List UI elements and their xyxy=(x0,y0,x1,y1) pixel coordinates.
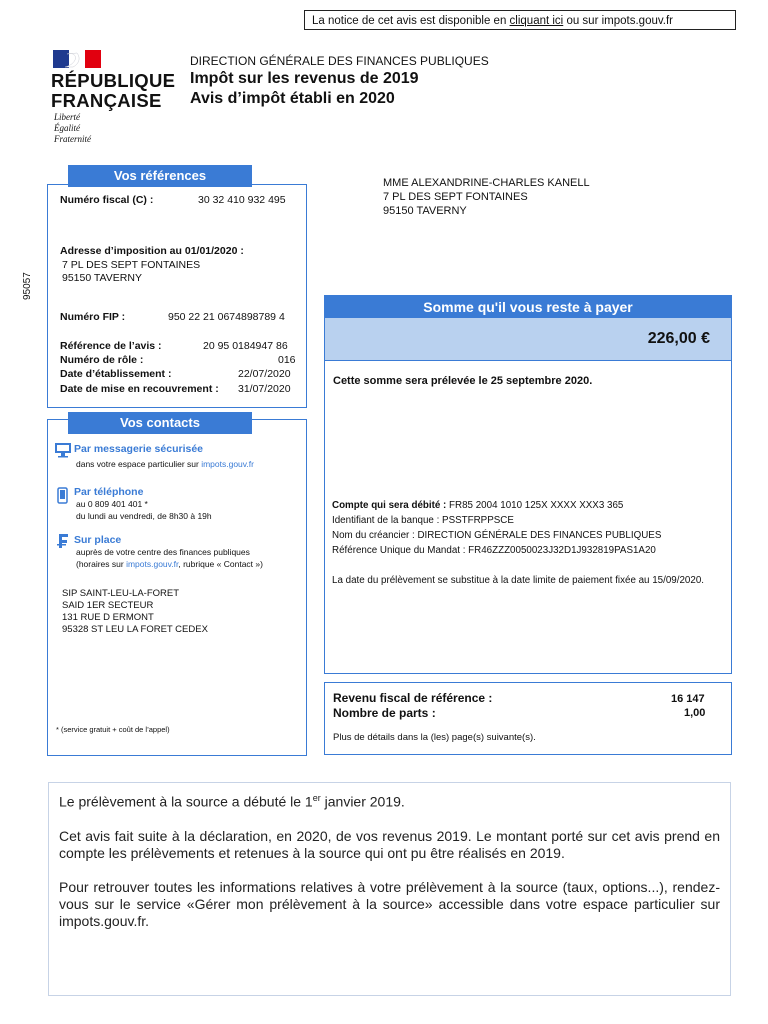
parts-label: Nombre de parts : xyxy=(333,706,436,720)
info-p1-sup: er xyxy=(312,793,321,803)
bank-id: Identifiant de la banque : PSSTFRPPSCE xyxy=(332,515,514,526)
recipient-city: 95150 TAVERNY xyxy=(383,205,467,217)
info-paragraph-2: Cet avis fait suite à la déclaration, en 2020, de vos revenus 2019. Le montant porté sur cet avis prend en compte les prélèvements et retenues à la source qui ont pu être réalisés en 2019. xyxy=(59,827,720,861)
rfr-value: 16 147 xyxy=(671,693,705,705)
notice-link[interactable]: cliquant ici xyxy=(509,15,564,27)
side-code: 95057 xyxy=(22,272,33,300)
secure-message-title: Par messagerie sécurisée xyxy=(74,443,204,455)
in-person-hours-suffix: , rubrique « Contact ») xyxy=(178,559,263,569)
info-paragraph-1 xyxy=(59,790,720,811)
direction-title: DIRECTION GÉNÉRALE DES FINANCES PUBLIQUES xyxy=(190,54,489,68)
notice-ref-label: Référence de l’avis : xyxy=(60,340,162,352)
notice-ref-value: 20 95 0184947 86 xyxy=(203,340,288,352)
creditor-name: Nom du créancier : DIRECTION GÉNÉRALE DES FINANCES PUBLIQUES xyxy=(332,530,662,541)
recipient-street: 7 PL DES SEPT FONTAINES xyxy=(383,191,528,203)
payment-header: Somme qu'il vous reste à payer xyxy=(325,296,731,318)
phone-hours: du lundi au vendredi, de 8h30 à 19h xyxy=(76,511,212,521)
etab-date-label: Date d’établissement : xyxy=(60,368,172,380)
notice-bar xyxy=(304,10,736,30)
notice-suffix: ou sur impots.gouv.fr xyxy=(563,15,673,27)
in-person-text1: auprès de votre centre des finances publiques xyxy=(76,547,250,557)
marianne-flag-logo xyxy=(53,50,101,68)
amount-due: 226,00 € xyxy=(647,330,710,347)
fip-value: 950 22 21 0674898789 4 xyxy=(168,311,285,323)
contacts-tab: Vos contacts xyxy=(68,412,252,434)
in-person-link[interactable]: impots.gouv.fr xyxy=(126,559,179,569)
wordmark-line2: FRANÇAISE xyxy=(51,90,162,111)
mandate-reference: Référence Unique du Mandat : FR46ZZZ0050023J32D1J932819PAS1A20 xyxy=(332,545,656,556)
recipient-address xyxy=(383,176,590,218)
withholding-info-box xyxy=(48,782,731,996)
computer-icon xyxy=(54,442,72,463)
info-p1-end: janvier 2019. xyxy=(320,793,405,810)
details-note: Plus de détails dans la (les) page(s) suivante(s). xyxy=(333,732,536,743)
account-line xyxy=(332,500,623,511)
account-value: FR85 2004 1010 125X XXXX XXX3 365 xyxy=(446,500,624,511)
motto-egalite: Égalité xyxy=(54,123,80,133)
document-subtitle: Avis d’impôt établi en 2020 xyxy=(190,90,395,107)
fip-label: Numéro FIP : xyxy=(60,311,126,323)
fiscal-number-value: 30 32 410 932 495 xyxy=(198,194,286,206)
in-person-text2 xyxy=(76,559,263,569)
secure-message-prefix: dans votre espace particulier sur xyxy=(76,459,202,469)
sip-line2: SAID 1ER SECTEUR xyxy=(62,600,154,611)
address-line1: 7 PL DES SEPT FONTAINES xyxy=(62,259,201,271)
recouv-date-label: Date de mise en recouvrement : xyxy=(60,383,219,395)
phone-title: Par téléphone xyxy=(74,486,144,498)
debit-note: La date du prélèvement se substitue à la date limite de paiement fixée au 15/09/2020. xyxy=(332,575,704,586)
references-tab: Vos références xyxy=(68,165,252,187)
phone-number: au 0 809 401 401 * xyxy=(76,499,148,509)
address-line2: 95150 TAVERNY xyxy=(62,272,142,284)
in-person-title: Sur place xyxy=(74,534,122,546)
recipient-name: MME ALEXANDRINE-CHARLES KANELL xyxy=(383,177,590,189)
recouv-date-value: 31/07/2020 xyxy=(238,383,291,395)
sip-line1: SIP SAINT-LEU-LA-FORET xyxy=(62,588,180,599)
role-value: 016 xyxy=(278,354,296,366)
info-p1-start: Le prélèvement à la source a débuté le 1 xyxy=(59,793,313,810)
motto-fraternite: Fraternité xyxy=(54,134,91,144)
address-label: Adresse d’imposition au 01/01/2020 : xyxy=(60,245,244,257)
sip-line4: 95328 ST LEU LA FORET CEDEX xyxy=(62,624,208,635)
parts-value: 1,00 xyxy=(684,707,706,719)
info-paragraph-3: Pour retrouver toutes les informations relatives à votre prélèvement à la source (taux, options...), rendez-vous sur le service «Gérer mon prélèvement à la source» accessible dans votre espace particulier sur impots.gouv.fr. xyxy=(59,878,720,929)
document-title: Impôt sur les revenus de 2019 xyxy=(190,70,419,87)
location-icon xyxy=(57,533,69,554)
rfr-label: Revenu fiscal de référence : xyxy=(333,691,493,705)
notice-prefix: La notice de cet avis est disponible en xyxy=(312,15,510,27)
secure-message-link[interactable]: impots.gouv.fr xyxy=(201,459,254,469)
fiscal-number-label: Numéro fiscal (C) : xyxy=(60,194,154,206)
motto xyxy=(54,112,91,145)
phone-footnote: * (service gratuit + coût de l’appel) xyxy=(56,725,170,734)
debit-date-text: Cette somme sera prélevée le 25 septembre 2020. xyxy=(333,375,593,387)
secure-message-text xyxy=(76,459,254,469)
sip-line3: 131 RUE D ERMONT xyxy=(62,612,154,623)
motto-liberte: Liberté xyxy=(54,112,80,122)
phone-icon xyxy=(57,487,68,509)
etab-date-value: 22/07/2020 xyxy=(238,368,291,380)
account-label: Compte qui sera débité : xyxy=(332,500,447,511)
republique-francaise-wordmark xyxy=(51,71,175,111)
wordmark-line1: RÉPUBLIQUE xyxy=(51,70,176,91)
role-label: Numéro de rôle : xyxy=(60,354,144,366)
in-person-hours-prefix: (horaires sur xyxy=(76,559,127,569)
